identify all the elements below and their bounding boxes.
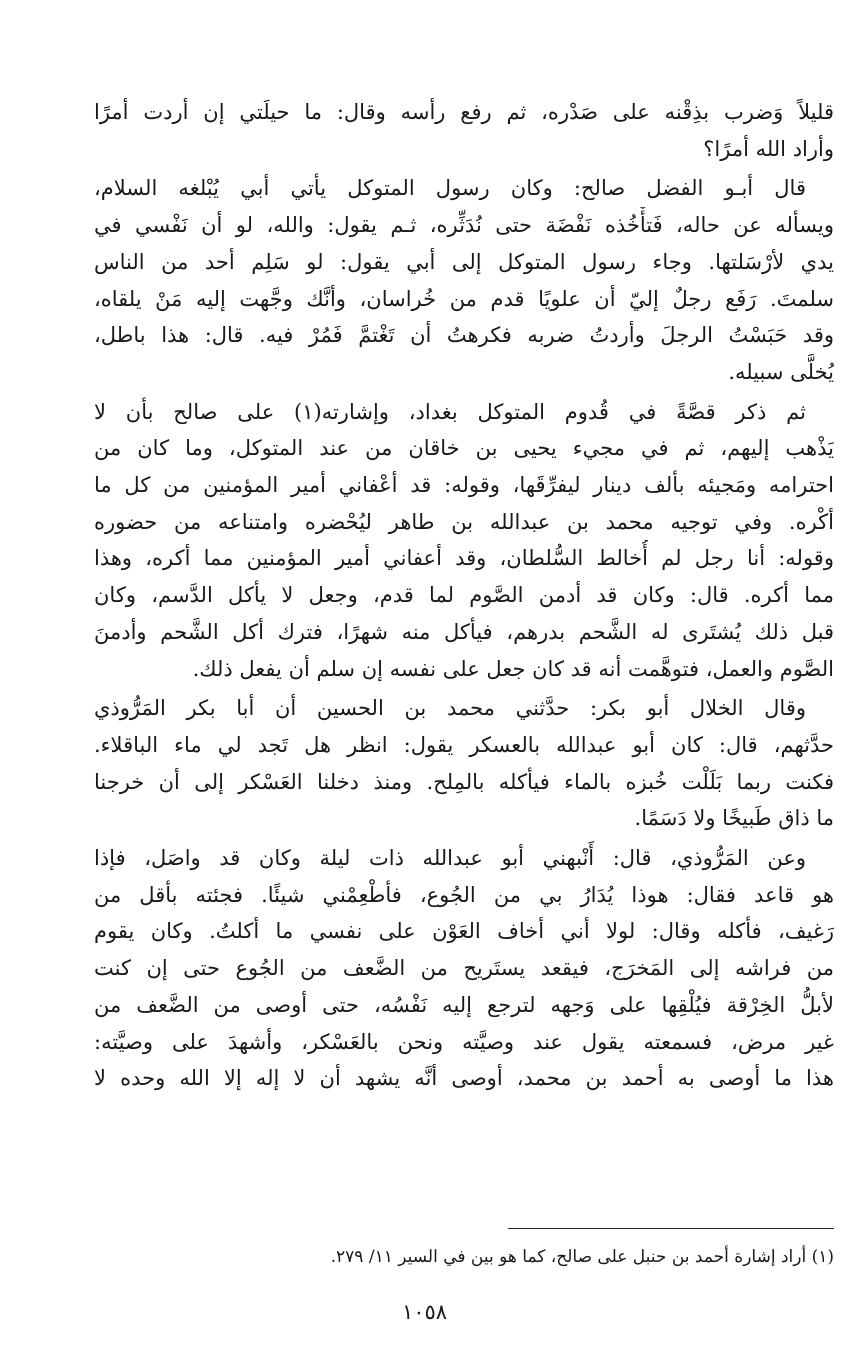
text-line: فكنت ربما بَلَلْت خُبزه بالماء فيأكله بالمِلح. ومنذ دخلنا العَسْكر إلى أن خرجنا [94, 769, 834, 794]
text-line: رَغيف، فأكله وقال: لولا أني أخاف العَوْن على نفسي ما أكلتُ. وكان يقوم [94, 919, 834, 944]
text-line: سلمتَ. رَفَع رجلٌ إليّ أن علويًا قدم من خُراسان، وأنَّك وجَّهت إليه مَنْ يلقاه، [94, 286, 834, 311]
text-line: هو قاعد فقال: هوذا يُدَارُ بي من الجُوع، فأطْعِمْني شيئًا. فجئته بأقل من [94, 882, 834, 907]
text-line: حدَّثهم، قال: كان أبو عبدالله بالعسكر يقول: انظر هل تَجد لي ماء الباقلاء. [94, 732, 834, 757]
page-number: ١٠٥٨ [401, 1300, 448, 1324]
text-line: غير مرض، فسمعته يقول عند وصيَّته ونحن بالعَسْكر، وأشهدَ على وصيَّته: [94, 1029, 834, 1054]
text-line: من فراشه إلى المَخرَج، فيقعد يستَريح من الضَّعف من الجُوع حتى إن كنت [94, 956, 834, 981]
text-line: ثم ذكر قصَّةً في قُدوم المتوكل بغداد، وإشارته(١) على صالح بأن لا [94, 399, 806, 424]
text-line: وقوله: أنا رجل لم أُخالط السُّلطان، وقد أعفاني أمير المؤمنين مما أكره، وهذا [94, 546, 834, 571]
paragraph-4 [94, 690, 834, 837]
text-line: قال أبـو الفضل صالح: وكان رسول المتوكل يأتي أبي يُبْلغه السلام، [94, 176, 806, 201]
text-line: ما ذاق طَبيخًا ولا دَسَمًا. [634, 806, 834, 831]
footnote-divider [508, 1228, 834, 1229]
text-line: لأبلُّ الخِرْقة فيُلْقِها على وَجهه لترجع إليه نَفْسُه، حتى أوصى من الضَّعف من [94, 992, 834, 1017]
paragraph-3 [94, 394, 834, 688]
footnote: (١) أراد إشارة أحمد بن حنبل على صالح، كما هو بين في السير ١١/ ٢٧٩. [330, 1247, 834, 1267]
text-line: وقال الخلال أبو بكر: حدَّثني محمد بن الحسين أن أبا بكر المَرُّوذي [94, 696, 806, 721]
text-line: ويسأله عن حاله، فَتأْخُذه نَفْضَة حتى نُدَثِّره، ثـم يقول: والله، لو أن نَفْسي في [94, 213, 834, 238]
text-line: وعن المَرُّوذي، قال: أَنْبهني أبو عبدالله ذات ليلة وكان قد واصَل، فإذا [94, 846, 806, 871]
text-line: قبل ذلك يُشتَرى له الشَّحم بدرهم، فيأكل منه شهرًا، فترك أكل الشَّحم وأدمنَ [94, 619, 834, 644]
paragraph-1 [94, 94, 834, 167]
text-line: الصَّوم والعمل، فتوهَّمت أنه قد كان جعل على نفسه إن سلم أن يفعل ذلك. [192, 656, 834, 681]
paragraph-5 [94, 840, 834, 1097]
text-line: وقد حَبَسْتُ الرجلَ وأردتُ ضربه فكرهتُ أن تَغْتمَّ فَمُرْ فيه. قال: هذا باطل، [94, 323, 834, 348]
text-line: هذا ما أوصى به أحمد بن محمد، أوصى أنَّه يشهد أن لا إله إلا الله وحده لا [94, 1066, 834, 1091]
main-text [94, 94, 834, 1097]
text-line: أكْره. وفي توجيه محمد بن عبدالله بن طاهر ليُحْضره وامتناعه من حضوره [94, 509, 834, 534]
text-line: يُخلَّى سبيله. [728, 359, 834, 384]
text-line: قليلاً وَضرب بذِقْنه على صَدْره، ثم رفع رأسه وقال: ما حيلَتي إن أردت أمرًا [94, 100, 834, 124]
text-line: يَذْهب إليهم، ثم في مجيء يحيى بن خاقان من عند المتوكل، وما كان من [94, 436, 834, 461]
text-line: مما أكره. قال: وكان قد أدمن الصَّوم لما قدم، وجعل لا يأكل الدَّسم، وكان [94, 583, 834, 608]
text-line: يدي لأرْسَلتها. وجاء رسول المتوكل إلى أبي يقول: لو سَلِم أحد من الناس [94, 249, 834, 274]
paragraph-2 [94, 170, 834, 390]
text-line: احترامه ومَجيئه بألف دينار ليفرِّقَها، وقوله: قد أعْفاني أمير المؤمنين من كل ما [94, 473, 834, 498]
text-line: وأراد الله أمرًا؟ [703, 136, 834, 161]
